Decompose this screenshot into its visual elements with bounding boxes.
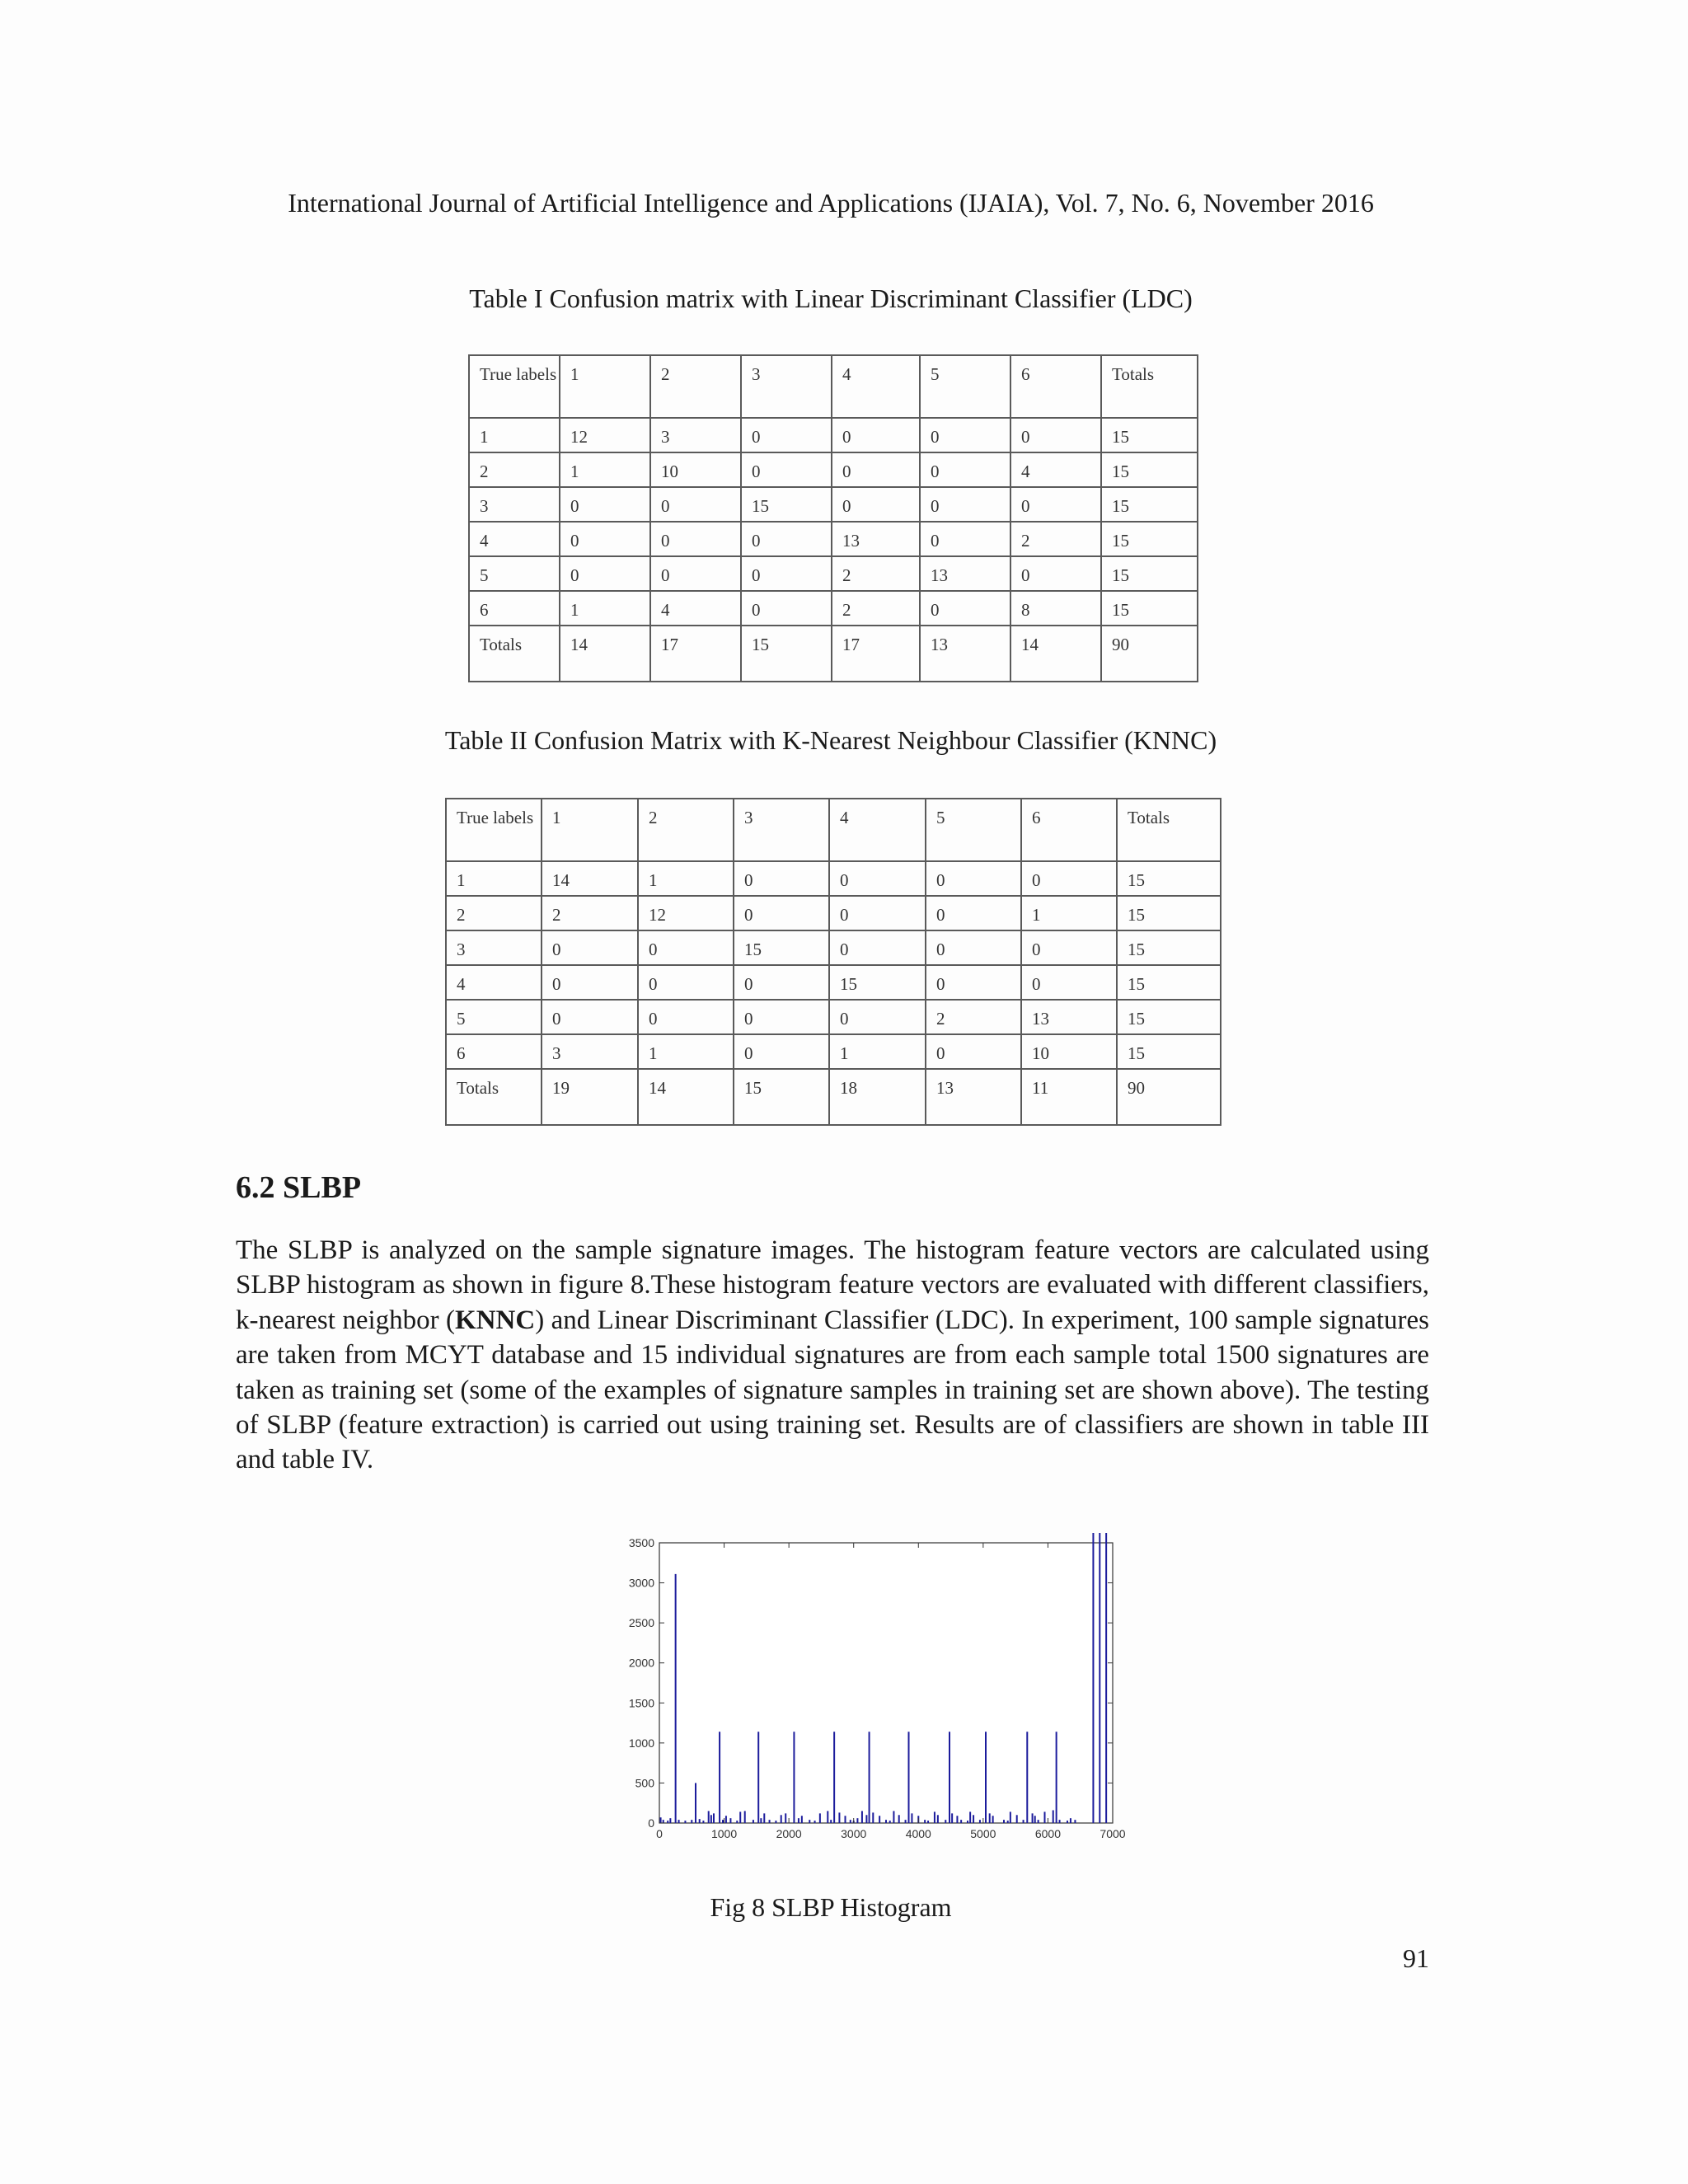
body-paragraph [236,1233,1429,1478]
column-header-cell: True labels [446,799,542,861]
table-cell: 3 [446,930,542,965]
table-cell: 14 [560,626,650,682]
x-tick-label: 6000 [1034,1827,1062,1840]
table-cell: 1 [446,861,542,896]
table-cell: 4 [446,965,542,1000]
table-row [446,1034,1221,1069]
table-cell: 0 [560,556,650,591]
table-cell: 0 [650,556,741,591]
x-tick-label: 2000 [776,1827,802,1840]
y-tick-label: 1000 [628,1736,654,1750]
y-tick-label: 2000 [628,1656,654,1670]
column-header-cell: 2 [650,355,741,418]
table-cell: 17 [650,626,741,682]
table-cell: 0 [734,1034,829,1069]
table-cell: 0 [832,487,920,522]
x-tick-label: 1000 [710,1827,738,1840]
table-cell: 13 [920,556,1010,591]
paragraph-bold-term: KNNC [455,1305,536,1335]
table-cell: 6 [469,591,560,626]
table-cell: 0 [638,930,734,965]
table-cell: 15 [734,1069,829,1125]
table-cell: 10 [650,452,741,487]
table-1-caption: Table I Confusion matrix with Linear Discriminant Classifier (LDC) [469,284,1193,313]
table-cell: 19 [542,1069,638,1125]
table-cell: 0 [542,1000,638,1034]
table-cell: 5 [446,1000,542,1034]
figure-8-caption: Fig 8 SLBP Histogram [710,1892,952,1922]
table-cell: 1 [469,418,560,452]
table-cell: 0 [920,418,1010,452]
table-cell: 0 [1010,556,1101,591]
table-cell: 15 [1117,1000,1221,1034]
y-tick-label: 2500 [628,1616,654,1630]
table-cell: 0 [1021,930,1117,965]
table-row [469,626,1198,682]
table-row [469,522,1198,556]
table-cell: 0 [920,487,1010,522]
column-header-cell: 5 [926,799,1021,861]
table-cell: 2 [446,896,542,930]
table-cell: 1 [560,591,650,626]
column-header-cell: Totals [1101,355,1198,418]
table-cell: 15 [741,626,832,682]
table-row [469,556,1198,591]
slbp-histogram-figure [610,1533,1137,1846]
table-cell: 1 [638,1034,734,1069]
table-cell: 12 [638,896,734,930]
table-cell: 2 [926,1000,1021,1034]
table-cell: 17 [832,626,920,682]
table-cell: 15 [1101,487,1198,522]
table-cell: 0 [832,418,920,452]
table-cell: 0 [1021,965,1117,1000]
table-2-confusion-matrix [445,798,1221,1126]
table-header-row [469,355,1198,418]
table-cell: 0 [741,452,832,487]
table-cell: 0 [926,965,1021,1000]
x-tick-label: 4000 [905,1827,931,1840]
table-row [446,965,1221,1000]
column-header-cell: 4 [832,355,920,418]
table-cell: 13 [926,1069,1021,1125]
table-cell: 2 [832,591,920,626]
table-cell: 6 [446,1034,542,1069]
table-cell: 4 [469,522,560,556]
table-cell: 2 [542,896,638,930]
table-cell: 0 [741,522,832,556]
section-heading: 6.2 SLBP [236,1170,362,1205]
table-cell: 1 [560,452,650,487]
table-row [446,1000,1221,1034]
y-tick-label: 3500 [628,1536,654,1549]
table-cell: 0 [638,1000,734,1034]
table-cell: 18 [829,1069,926,1125]
table-cell: 0 [829,861,926,896]
column-header-cell: Totals [1117,799,1221,861]
column-header-cell: 1 [560,355,650,418]
x-tick-label: 7000 [1100,1827,1126,1840]
table-cell: 0 [734,1000,829,1034]
table-header-row [446,799,1221,861]
column-header-cell: 2 [638,799,734,861]
table-row [469,452,1198,487]
y-tick-label: 3000 [628,1576,654,1590]
table-cell: 0 [926,896,1021,930]
table-cell: 0 [1021,861,1117,896]
table-cell: Totals [469,626,560,682]
table-cell: 2 [832,556,920,591]
table-cell: 10 [1021,1034,1117,1069]
running-header: International Journal of Artificial Intelligence and Applications (IJAIA), Vol. 7, No. 6, November 2016 [288,188,1374,218]
table-cell: 0 [741,591,832,626]
column-header-cell: True labels [469,355,560,418]
table-row [446,896,1221,930]
table-row [469,591,1198,626]
histogram-chart [610,1533,1137,1846]
table-cell: 13 [920,626,1010,682]
table-cell: 15 [1101,418,1198,452]
table-cell: 14 [1010,626,1101,682]
column-header-cell: 3 [741,355,832,418]
table-cell: 0 [926,930,1021,965]
table-cell: 15 [1117,896,1221,930]
x-tick-label: 0 [656,1827,663,1840]
table-cell: 0 [560,522,650,556]
table-cell: 0 [920,452,1010,487]
table-cell: 15 [1101,556,1198,591]
column-header-cell: 6 [1010,355,1101,418]
table-cell: 13 [832,522,920,556]
paragraph-text-end: ) and Linear Discriminant Classifier (LDC). In experiment, 100 sample signatures are taken from MCYT database and 15 individual signatures are from each sample total 1500 signatures are taken as training set (some of the examples of signature samples in training set are shown above). The testing of SLBP (feature extraction) is carried out using training set. Results are of classifiers are shown in table III and table IV. [236,1305,1429,1475]
table-1-confusion-matrix [468,354,1198,682]
table-cell: 8 [1010,591,1101,626]
table-cell: 2 [469,452,560,487]
table-row [446,861,1221,896]
column-header-cell: 1 [542,799,638,861]
table-cell: 0 [734,965,829,1000]
table-cell: 90 [1117,1069,1221,1125]
table-cell: 90 [1101,626,1198,682]
table-cell: 15 [1101,591,1198,626]
table-cell: 15 [1117,1034,1221,1069]
table-cell: 15 [1117,965,1221,1000]
page-number: 91 [1403,1943,1429,1973]
table-cell: 0 [741,418,832,452]
table-cell: 1 [1021,896,1117,930]
table-cell: 2 [1010,522,1101,556]
table-cell: 1 [638,861,734,896]
table-cell: 0 [542,930,638,965]
table-cell: 1 [829,1034,926,1069]
table-cell: 0 [829,1000,926,1034]
y-tick-label: 500 [635,1776,654,1790]
table-cell: 0 [829,930,926,965]
table-cell: 14 [542,861,638,896]
table-cell: 0 [638,965,734,1000]
x-tick-label: 5000 [970,1827,996,1840]
table-cell: 11 [1021,1069,1117,1125]
table-cell: 0 [650,522,741,556]
table-cell: 0 [829,896,926,930]
table-row [446,930,1221,965]
y-tick-label: 1500 [628,1696,654,1710]
table-cell: 13 [1021,1000,1117,1034]
table-row [469,418,1198,452]
plot-area [659,1543,1113,1823]
column-header-cell: 4 [829,799,926,861]
table-cell: 0 [920,591,1010,626]
table-cell: 0 [926,861,1021,896]
table-cell: 15 [1101,522,1198,556]
table-cell: 15 [734,930,829,965]
table-cell: 15 [741,487,832,522]
table-cell: 4 [650,591,741,626]
table-cell: 0 [832,452,920,487]
table-cell: 15 [1117,930,1221,965]
table-cell: 15 [1117,861,1221,896]
column-header-cell: 3 [734,799,829,861]
table-cell: 5 [469,556,560,591]
table-cell: 15 [829,965,926,1000]
table-row [446,1069,1221,1125]
table-cell: Totals [446,1069,542,1125]
x-tick-label: 3000 [841,1827,867,1840]
table-cell: 0 [650,487,741,522]
table-cell: 14 [638,1069,734,1125]
paragraph-text-start: The SLBP is analyzed on the sample signature images. The histogram feature vectors are calculated using SLBP histogram as shown in figure 8.These histogram feature vectors are evaluated with different classifiers, k-nearest neighbor ( [236,1235,1429,1335]
table-cell: 0 [734,896,829,930]
table-cell: 0 [734,861,829,896]
table-cell: 0 [542,965,638,1000]
table-cell: 0 [1010,418,1101,452]
table-cell: 0 [1010,487,1101,522]
table-cell: 0 [920,522,1010,556]
table-cell: 3 [650,418,741,452]
table-cell: 3 [469,487,560,522]
column-header-cell: 5 [920,355,1010,418]
column-header-cell: 6 [1021,799,1117,861]
table-cell: 0 [560,487,650,522]
table-cell: 4 [1010,452,1101,487]
table-cell: 12 [560,418,650,452]
table-cell: 0 [741,556,832,591]
table-row [469,487,1198,522]
table-cell: 15 [1101,452,1198,487]
table-2-caption: Table II Confusion Matrix with K-Nearest Neighbour Classifier (KNNC) [444,725,1217,755]
table-cell: 3 [542,1034,638,1069]
y-tick-label: 0 [648,1816,654,1830]
table-cell: 0 [926,1034,1021,1069]
